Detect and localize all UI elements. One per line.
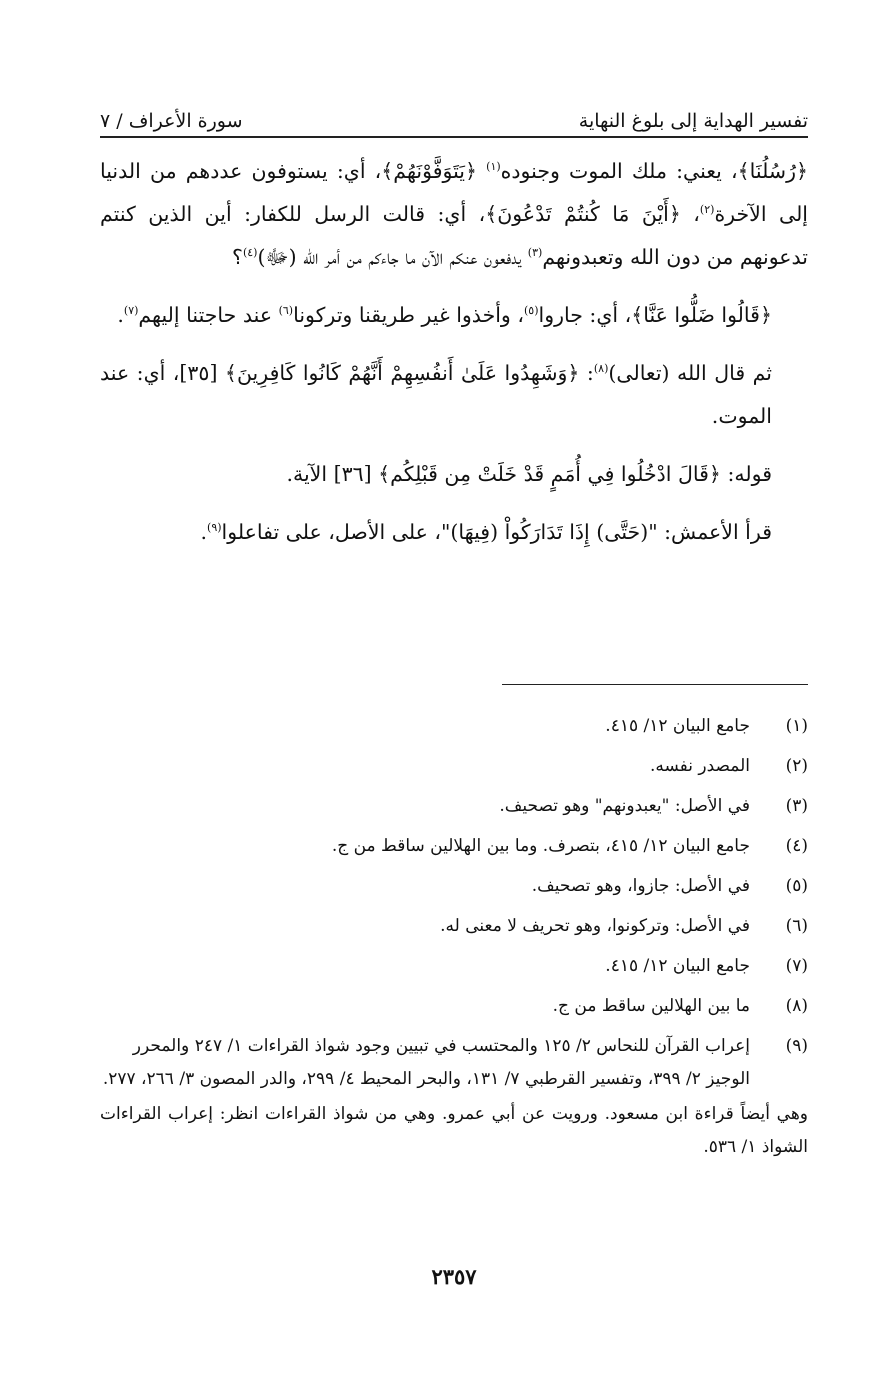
footnote-ref: (٢) <box>699 203 715 217</box>
paragraph-4: قوله: ﴿قَالَ ادْخُلُوا فِي أُمَمٍ قَدْ خَلَتْ مِن قَبْلِكُم﴾ [٣٦] الآية. <box>286 462 772 486</box>
footnote-ref: (٣) <box>527 246 543 260</box>
footnote-ref: (٤) <box>242 246 258 260</box>
footnote-ref: (٨) <box>593 362 609 376</box>
footnote-ref: (٧) <box>123 304 139 318</box>
header-rule <box>100 136 808 138</box>
running-header <box>100 92 808 132</box>
footnote-ref: (٦) <box>278 304 294 318</box>
paragraph-2: ﴿قَالُوا ضَلُّوا عَنَّا﴾، أي: جاروا$^{(٥)}$، وأخذوا غير طريقنا وتركونا$^{(٦)}$ عند حاجتنا إليهم$^{(٧)}$. <box>117 303 772 327</box>
main-text <box>100 150 808 554</box>
footnote-7: (٧) جامع البيان ١٢/ ٤١٥. <box>605 956 808 976</box>
footnote-9-continuation: وهي أيضاً قراءة ابن مسعود. ورويت عن أبي عمرو. وهي من شواذ القراءات انظر: إعراب القراءات الشواذ ١/ ٥٣٦. <box>100 1104 808 1157</box>
footnotes-rule <box>502 684 808 685</box>
footnote-6: (٦) في الأصل: وتركونوا، وهو تحريف لا معنى له. <box>440 916 808 936</box>
footnote-ref: (١) <box>486 160 501 174</box>
footnote-2: (٢) المصدر نفسه. <box>649 756 808 776</box>
footnote-1: (١) جامع البيان ١٢/ ٤١٥. <box>605 716 808 736</box>
footnote-ref: (٥) <box>523 304 539 318</box>
footnote-8: (٨) ما بين الهلالين ساقط من ج. <box>552 996 808 1016</box>
footnote-4: (٤) جامع البيان ١٢/ ٤١٥، بتصرف. وما بين الهلالين ساقط من ج. <box>331 836 808 856</box>
book-title: تفسير الهداية إلى بلوغ النهاية <box>578 110 808 132</box>
footnotes <box>100 706 808 1164</box>
page-number: ٢٣٥٧ <box>431 1264 477 1289</box>
footnote-5: (٥) في الأصل: جازوا، وهو تصحيف. <box>531 876 808 896</box>
footnote-9: (٩) إعراب القرآن للنحاس ٢/ ١٢٥ والمحتسب في تبيين وجود شواذ القراءات ١/ ٢٤٧ والمحرر الوجيز ٢/ ٣٩٩، وتفسير القرطبي ٧/ ١٣١، والبحر المحيط ٤/ ٢٩٩، والدر المصون ٣/ ٢٦٦، ٢٧٧. <box>102 1036 808 1089</box>
footnote-ref: (٩) <box>207 521 222 535</box>
surah-label: سورة الأعراف / ٧ <box>100 110 243 132</box>
paragraph-1: ﴿رُسُلُنَا﴾، يعني: ملك الموت وجنوده$^{(١)}$ ﴿يَتَوَفَّوْنَهُمْ﴾، أي: يستوفون عددهم من الدنيا إلى الآخرة$^{(٢)}$، ﴿أَيْنَ مَا كُنتُمْ تَدْعُونَ﴾، أي: قالت الرسل للكفار: أين الذين كنتم تدعونهم من دون الله وتعبدونهم$^{(٣)}$ يدفعون عنكم الآن ما جاءكم من أمر الله (ﷻ)$^{(٤)}$؟ <box>100 159 809 269</box>
paragraph-5: قرأ الأعمش: "(حَتَّى) إِذَا تَدَارَكُواْ (فِيهَا)"، على الأصل، على تفاعلوا$^{(٩)}$. <box>200 520 772 544</box>
paragraph-3: ثم قال الله (تعالى)$^{(٨)}$: ﴿وَشَهِدُوا عَلَىٰ أَنفُسِهِمْ أَنَّهُمْ كَانُوا كَافِرِينَ﴾ [٣٥]، أي: عند الموت. <box>100 361 772 428</box>
footnote-3: (٣) في الأصل: "يعبدونهم" وهو تصحيف. <box>499 796 808 816</box>
